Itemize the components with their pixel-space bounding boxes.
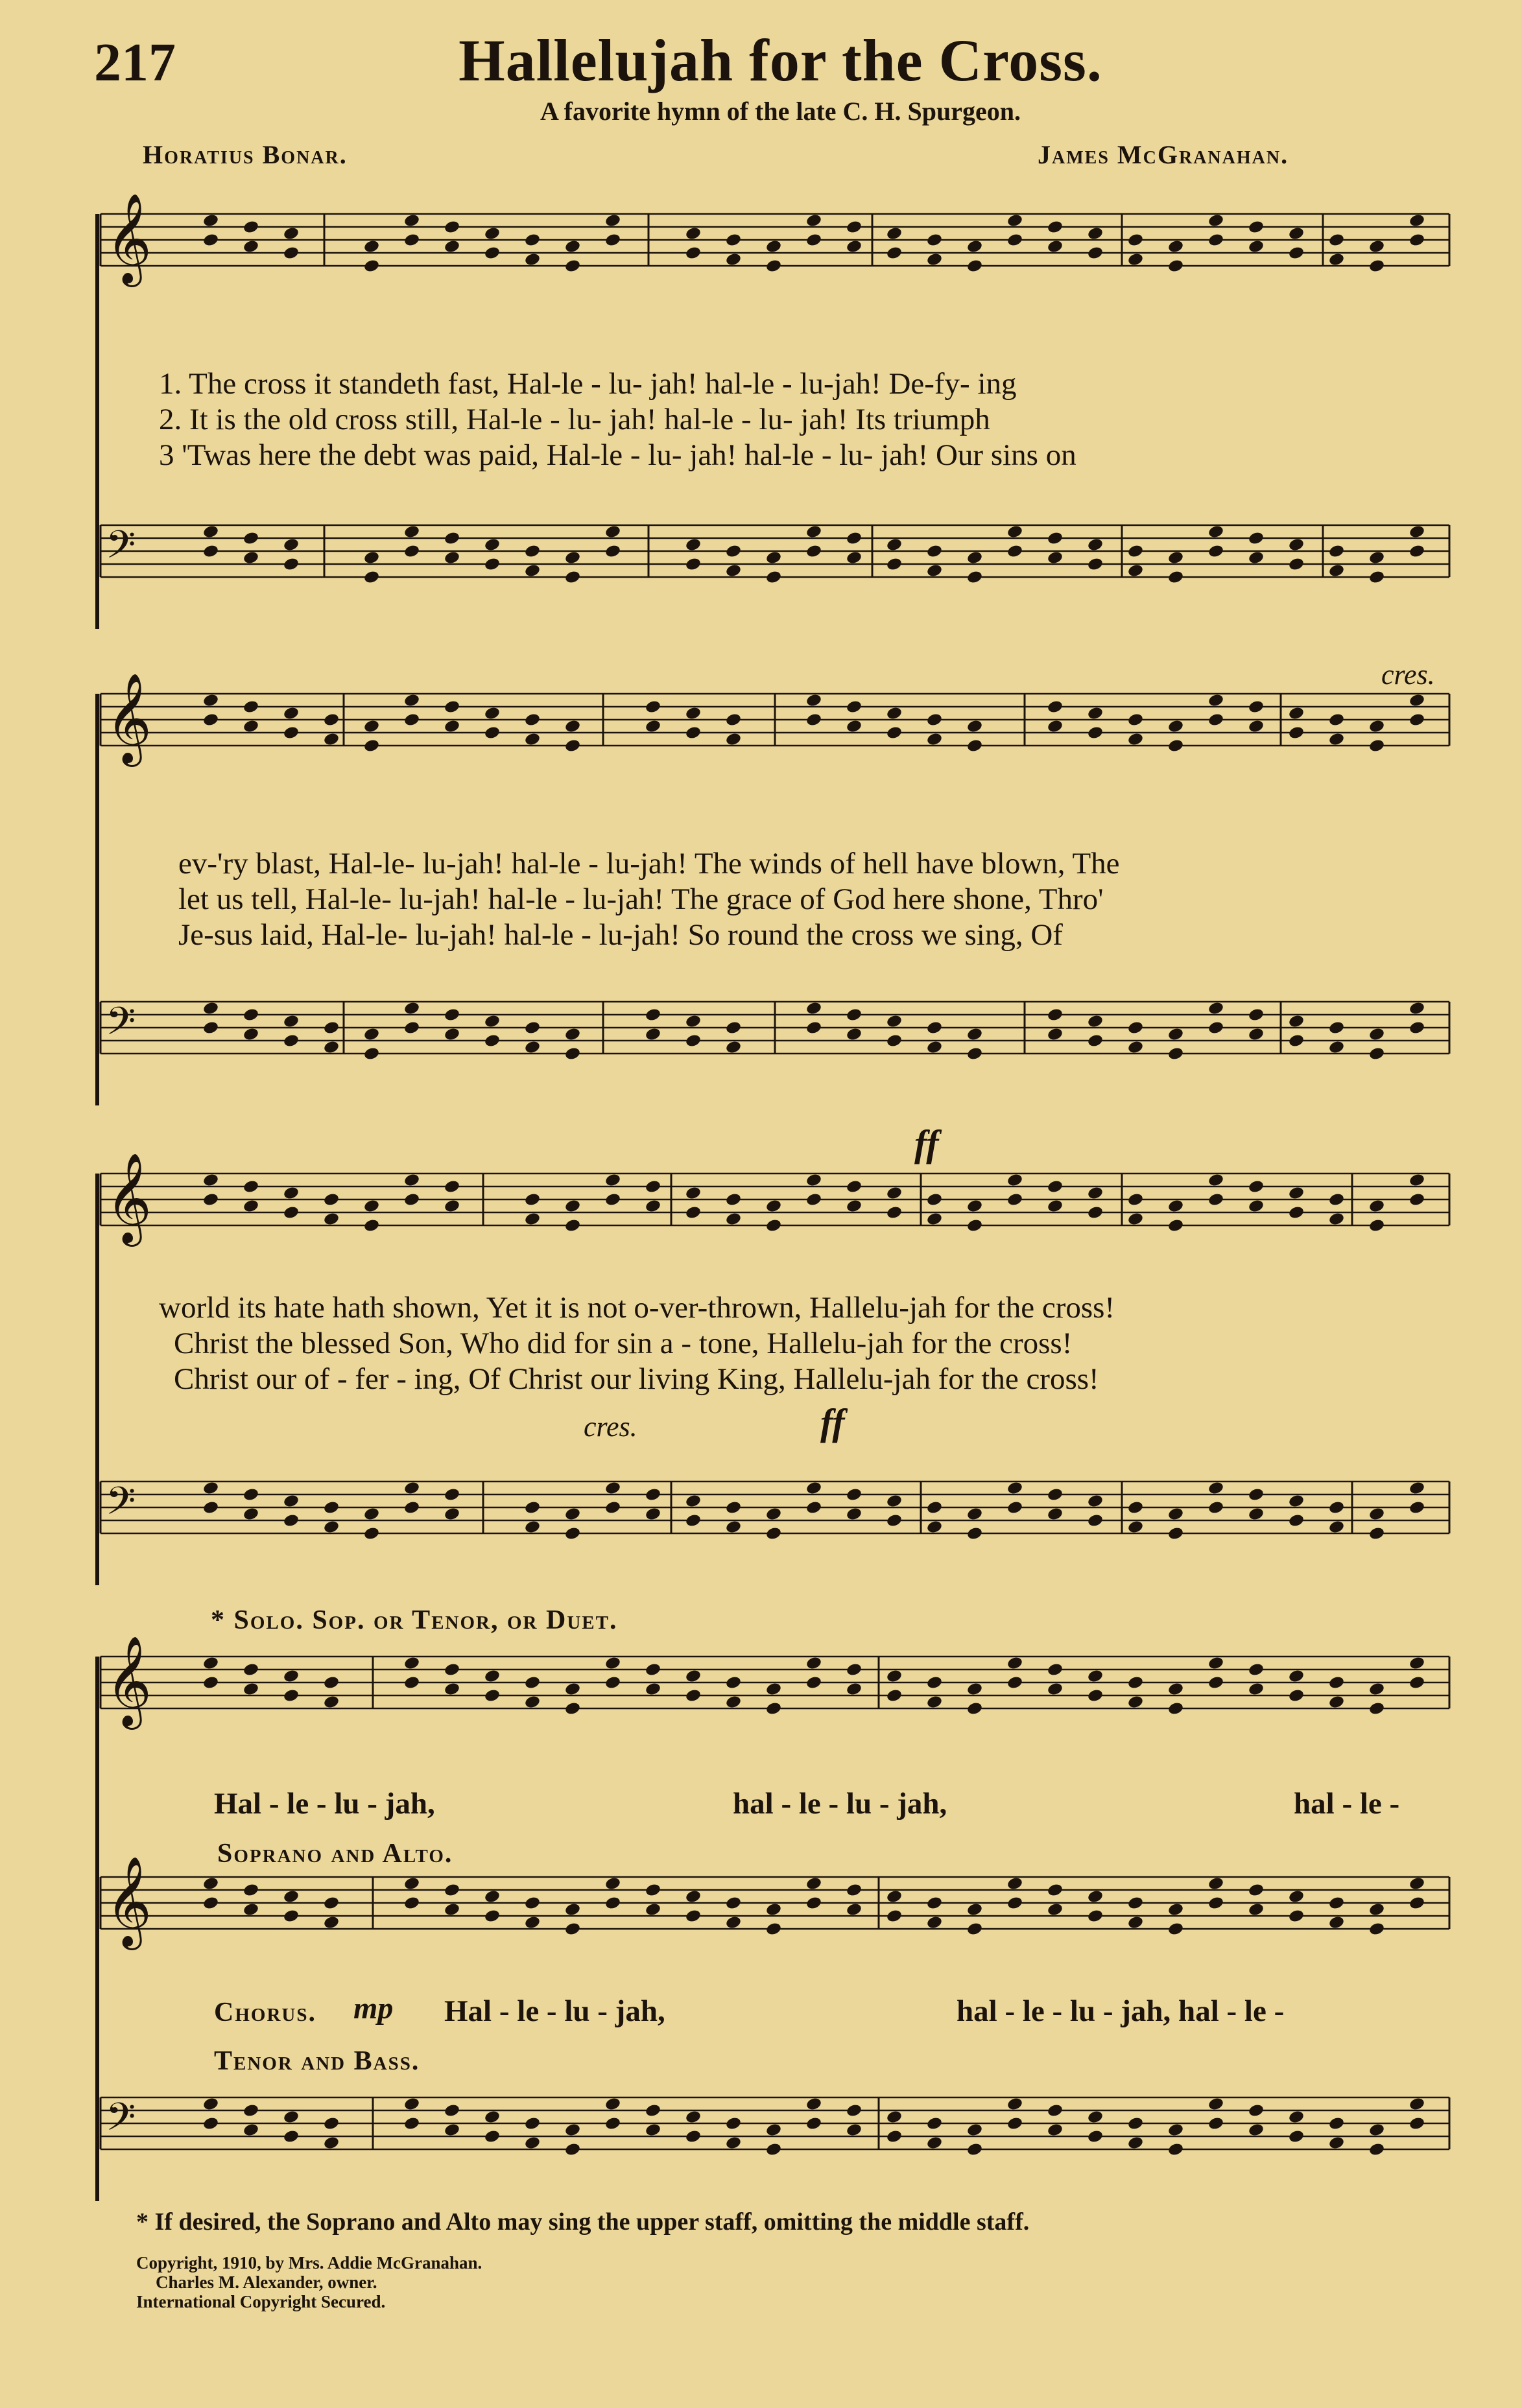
cres-marking-2: cres. bbox=[584, 1411, 637, 1443]
hymn-title: Hallelujah for the Cross. bbox=[458, 27, 1102, 93]
svg-text:𝄢: 𝄢 bbox=[106, 1478, 136, 1533]
solo-word-2: hal - le - lu - jah, bbox=[733, 1787, 947, 1821]
verse1-line-sys2: ev-'ry blast, Hal-le- lu-jah! hal-le - lu-jah! The winds of hell have blown, The bbox=[178, 847, 1120, 880]
bass-staff-2 bbox=[101, 998, 1449, 1061]
svg-text:𝄢: 𝄢 bbox=[106, 522, 136, 576]
chorus-label: Chorus. bbox=[214, 1998, 316, 2027]
cres-marking-1: cres. bbox=[1381, 659, 1435, 691]
verse2-line-sys3: Christ the blessed Son, Who did for sin a - tone, Hallelu-jah for the cross! bbox=[174, 1327, 1073, 1360]
composer-credit: James McGranahan. bbox=[1038, 140, 1289, 169]
copyright-line-1: Copyright, 1910, by Mrs. Addie McGranahan. bbox=[136, 2253, 482, 2272]
treble-staff-2 bbox=[101, 673, 1449, 767]
copyright-line-3: International Copyright Secured. bbox=[136, 2292, 386, 2311]
verse2-line-sys2: let us tell, Hal-le- lu-jah! hal-le - lu-jah! The grace of God here shone, Thro' bbox=[178, 882, 1104, 916]
solo-instruction: * Solo. Sop. or Tenor, or Duet. bbox=[211, 1605, 618, 1635]
svg-text:𝄢: 𝄢 bbox=[106, 998, 136, 1053]
tenor-bass-label: Tenor and Bass. bbox=[214, 2046, 420, 2076]
lyricist-credit: Horatius Bonar. bbox=[143, 140, 348, 169]
svg-text:𝄢: 𝄢 bbox=[106, 2094, 136, 2149]
verse1-line-sys3: world its hate hath shown, Yet it is not o-ver-thrown, Hallelu-jah for the cross! bbox=[159, 1291, 1115, 1325]
soprano-alto-staff bbox=[101, 1856, 1449, 1950]
footnote: * If desired, the Soprano and Alto may sing the upper staff, omitting the middle staff. bbox=[136, 2208, 1030, 2236]
svg-text:𝄞: 𝄞 bbox=[106, 1636, 152, 1726]
verse3-line-sys1: 3 'Twas here the debt was paid, Hal-le - lu- jah! hal-le - lu- jah! Our sins on bbox=[159, 438, 1076, 472]
bass-staff-3 bbox=[101, 1478, 1449, 1540]
treble-staff-3 bbox=[101, 1153, 1449, 1247]
hymn-subtitle: A favorite hymn of the late C. H. Spurgeon. bbox=[540, 97, 1021, 126]
verse3-line-sys3: Christ our of - fer - ing, Of Christ our living King, Hallelu-jah for the cross! bbox=[174, 1362, 1099, 1396]
soprano-alto-label: Soprano and Alto. bbox=[217, 1839, 453, 1869]
copyright-line-2: Charles M. Alexander, owner. bbox=[156, 2272, 377, 2292]
solo-word-1: Hal - le - lu - jah, bbox=[214, 1787, 435, 1821]
verse1-line-sys1: 1. The cross it standeth fast, Hal-le - lu- jah! hal-le - lu-jah! De-fy- ing bbox=[159, 367, 1017, 401]
tenor-bass-staff bbox=[101, 2094, 1449, 2156]
solo-word-3: hal - le - bbox=[1294, 1787, 1400, 1821]
svg-text:𝄞: 𝄞 bbox=[106, 1856, 152, 1946]
treble-staff-1 bbox=[101, 193, 1449, 287]
verse3-line-sys2: Je-sus laid, Hal-le- lu-jah! hal-le - lu-jah! So round the cross we sing, Of bbox=[178, 918, 1063, 952]
chorus-word-1: Hal - le - lu - jah, bbox=[444, 1994, 665, 2028]
ff-marking-1: ff bbox=[914, 1122, 939, 1164]
bass-staff-1 bbox=[101, 522, 1449, 584]
svg-text:𝄞: 𝄞 bbox=[106, 673, 152, 763]
svg-text:𝄞: 𝄞 bbox=[106, 193, 152, 283]
ff-marking-2: ff bbox=[820, 1401, 845, 1443]
hymn-number: 217 bbox=[94, 32, 176, 93]
mp-marking: mp bbox=[353, 1991, 394, 2025]
solo-staff bbox=[101, 1636, 1449, 1730]
chorus-word-2: hal - le - lu - jah, hal - le - bbox=[957, 1994, 1285, 2028]
verse2-line-sys1: 2. It is the old cross still, Hal-le - lu- jah! hal-le - lu- jah! Its triumph bbox=[159, 403, 990, 436]
svg-text:𝄞: 𝄞 bbox=[106, 1153, 152, 1243]
